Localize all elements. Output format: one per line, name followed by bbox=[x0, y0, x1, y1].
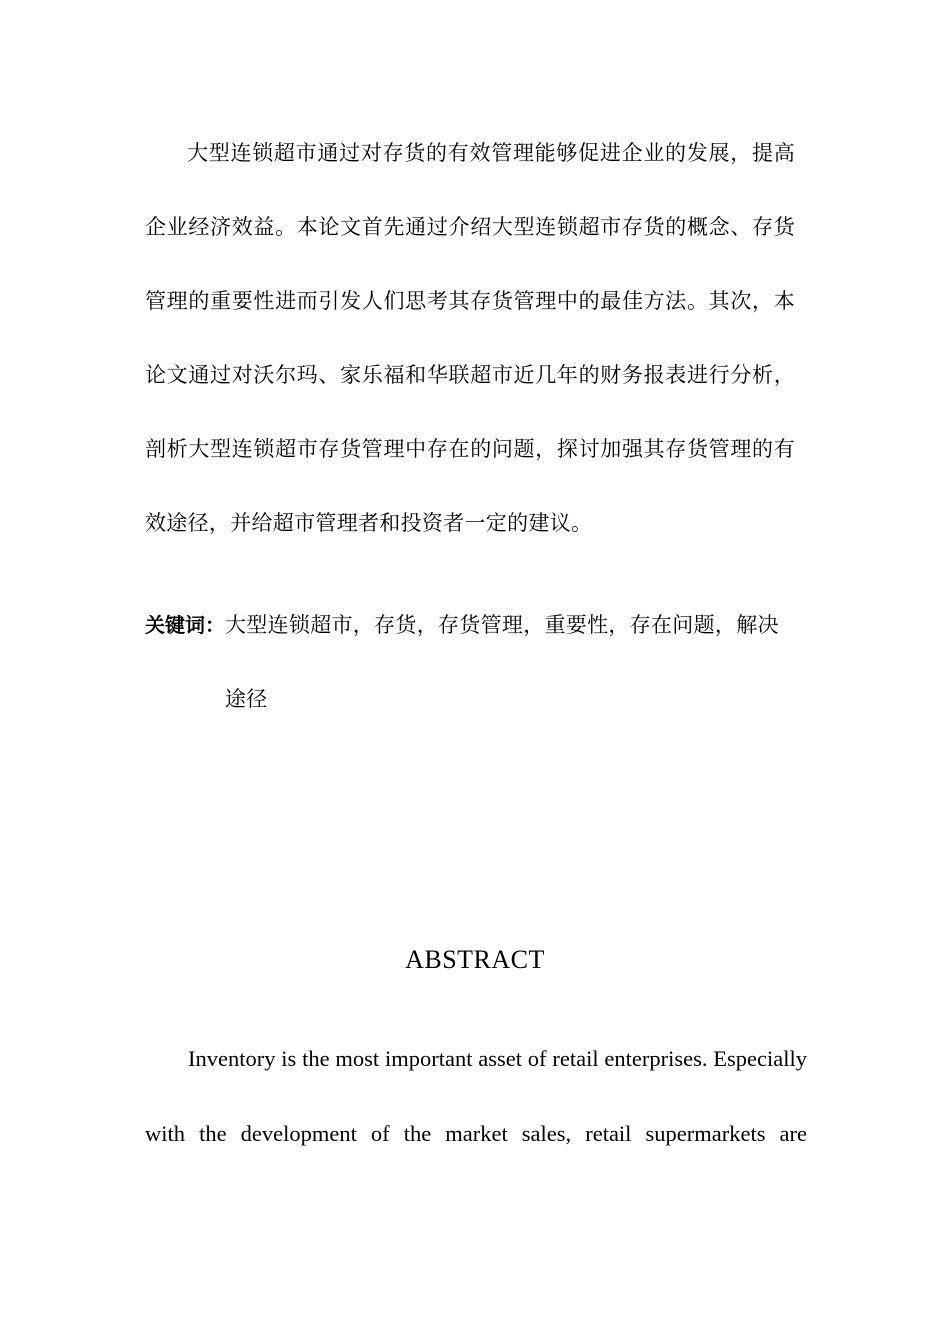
chinese-abstract-paragraph: 大型连锁超市通过对存货的有效管理能够促进企业的发展，提高企业经济效益。本论文首先通过介绍大型连锁超市存货的概念、存货管理的重要性进而引发人们思考其存货管理中的最佳方法。其次，本论文通过对沃尔玛、家乐福和华联超市近几年的财务报表进行分析，剖析大型连锁超市存货管理中存在的问题，探讨加强其存货管理的有效途径，并给超市管理者和投资者一定的建议。 bbox=[145, 141, 795, 535]
keywords-label: 关键词： bbox=[145, 613, 225, 637]
abstract-heading: ABSTRACT bbox=[405, 945, 545, 974]
keywords-line bbox=[145, 588, 795, 736]
english-abstract-paragraph: Inventory is the most important asset of retail enterprises. Especially with the development of the market sales, retail supermarkets are bbox=[145, 1046, 807, 1146]
keywords-text: 大型连锁超市，存货，存货管理，重要性，存在问题，解决途径 bbox=[225, 613, 779, 711]
